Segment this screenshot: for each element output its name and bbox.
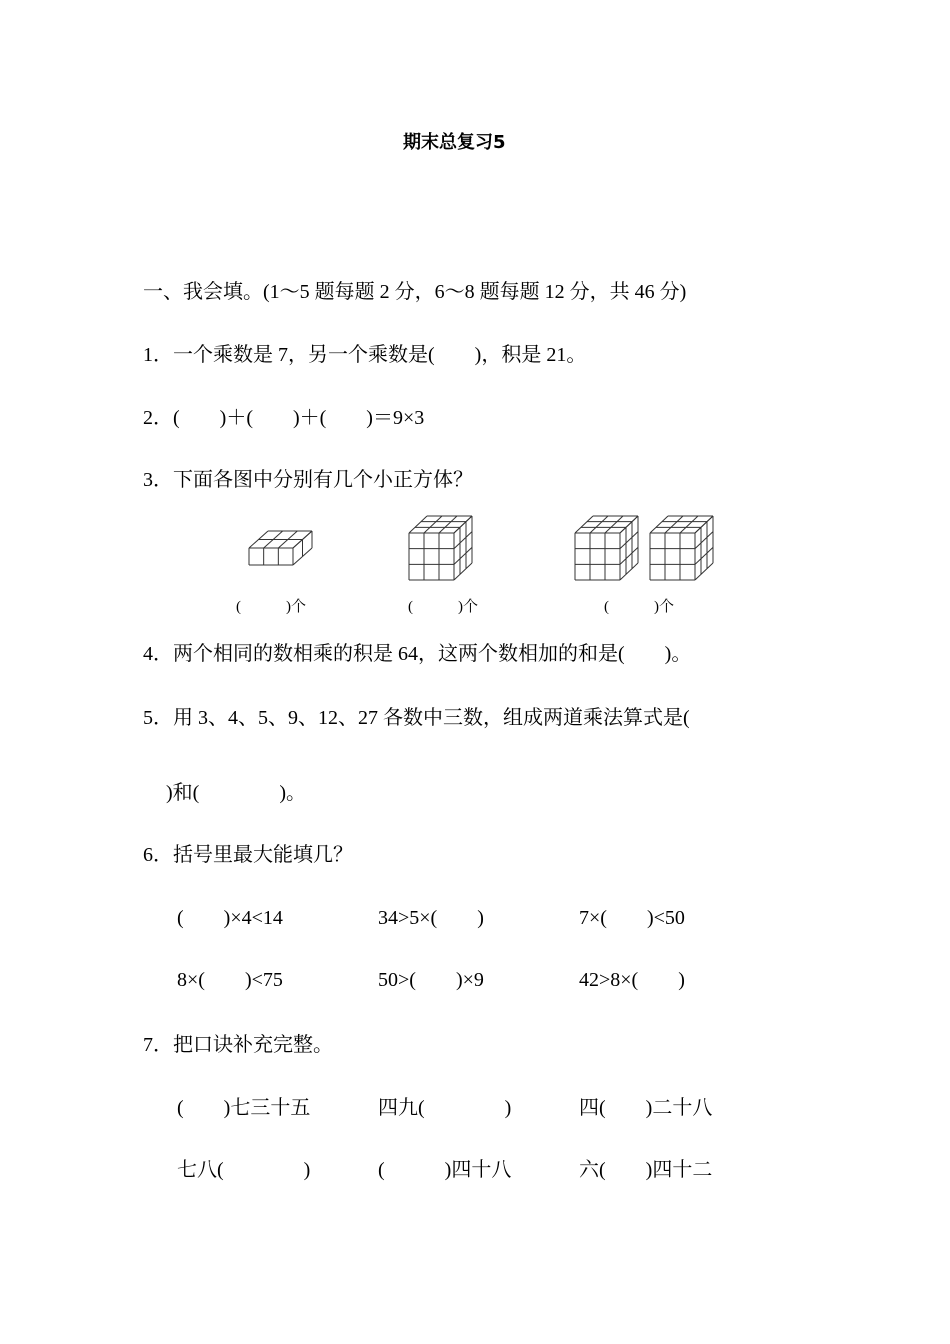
question-7-item: 四九( ) <box>378 1097 512 1119</box>
question-3-answer-2: ( )个 <box>408 599 478 615</box>
cube-edge <box>454 563 472 580</box>
cube-edge <box>409 516 427 533</box>
question-6-item: 34>5×( ) <box>378 907 484 929</box>
question-6-item: 7×( )<50 <box>579 907 685 929</box>
question-2: 2．( )＋( )＋( )＝9×3 <box>143 407 425 429</box>
question-4: 4．两个相同的数相乘的积是 64，这两个数相加的和是( )。 <box>143 643 692 665</box>
cube-edge <box>278 531 297 548</box>
cube-edge <box>454 532 472 549</box>
cube-edge <box>620 563 638 580</box>
cube-edge <box>590 516 608 533</box>
cube-edge <box>424 516 442 533</box>
cube-edge <box>680 516 698 533</box>
question-7-item: ( )七三十五 <box>177 1097 311 1119</box>
question-3-answer-1: ( )个 <box>236 599 306 615</box>
cube-edge <box>665 516 683 533</box>
cube-edge <box>293 548 312 565</box>
question-6-prompt: 6．括号里最大能填几？ <box>143 844 353 866</box>
cube-edge <box>293 531 312 548</box>
question-7-item: ( )四十八 <box>378 1159 512 1181</box>
page-title: 期末总复习5 <box>403 132 506 153</box>
question-3-prompt: 3．下面各图中分别有几个小正方体？ <box>143 469 473 491</box>
cube-edge <box>620 516 638 533</box>
cube-edge <box>620 547 638 564</box>
cube-edge <box>249 531 268 548</box>
question-3-answer-3: ( )个 <box>604 599 674 615</box>
cube-edge <box>439 516 457 533</box>
question-7-prompt: 7．把口诀补充完整。 <box>143 1034 333 1056</box>
cube-edge <box>454 516 472 533</box>
cube-edge <box>620 532 638 549</box>
cube-edge <box>605 516 623 533</box>
cube-edge <box>695 547 713 564</box>
question-1: 1．一个乘数是 7，另一个乘数是( )，积是 21。 <box>143 344 587 366</box>
cube-edge <box>650 516 668 533</box>
cube-edge <box>575 516 593 533</box>
cube-edge <box>695 516 713 533</box>
question-7-item: 六( )四十二 <box>579 1159 713 1181</box>
question-6-item: 50>( )×9 <box>378 969 484 991</box>
question-5-line-1: 5．用 3、4、5、9、12、27 各数中三数，组成两道乘法算式是( <box>143 707 690 729</box>
question-6-item: ( )×4<14 <box>177 907 283 929</box>
question-5-line-2: )和( )。 <box>166 782 306 804</box>
cube-edge <box>293 531 312 548</box>
cube-edge <box>620 516 638 533</box>
section-heading: 一、我会填。(1～5 题每题 2 分，6～8 题每题 12 分，共 46 分) <box>143 281 687 303</box>
cube-edge <box>695 532 713 549</box>
question-6-item: 8×( )<75 <box>177 969 283 991</box>
question-6-item: 42>8×( ) <box>579 969 685 991</box>
question-7-item: 四( )二十八 <box>579 1097 713 1119</box>
cube-edge <box>454 516 472 533</box>
cube-edge <box>454 547 472 564</box>
cube-edge <box>695 563 713 580</box>
cube-edge <box>695 516 713 533</box>
question-7-item: 七八( ) <box>177 1159 311 1181</box>
cube-edge <box>264 531 283 548</box>
